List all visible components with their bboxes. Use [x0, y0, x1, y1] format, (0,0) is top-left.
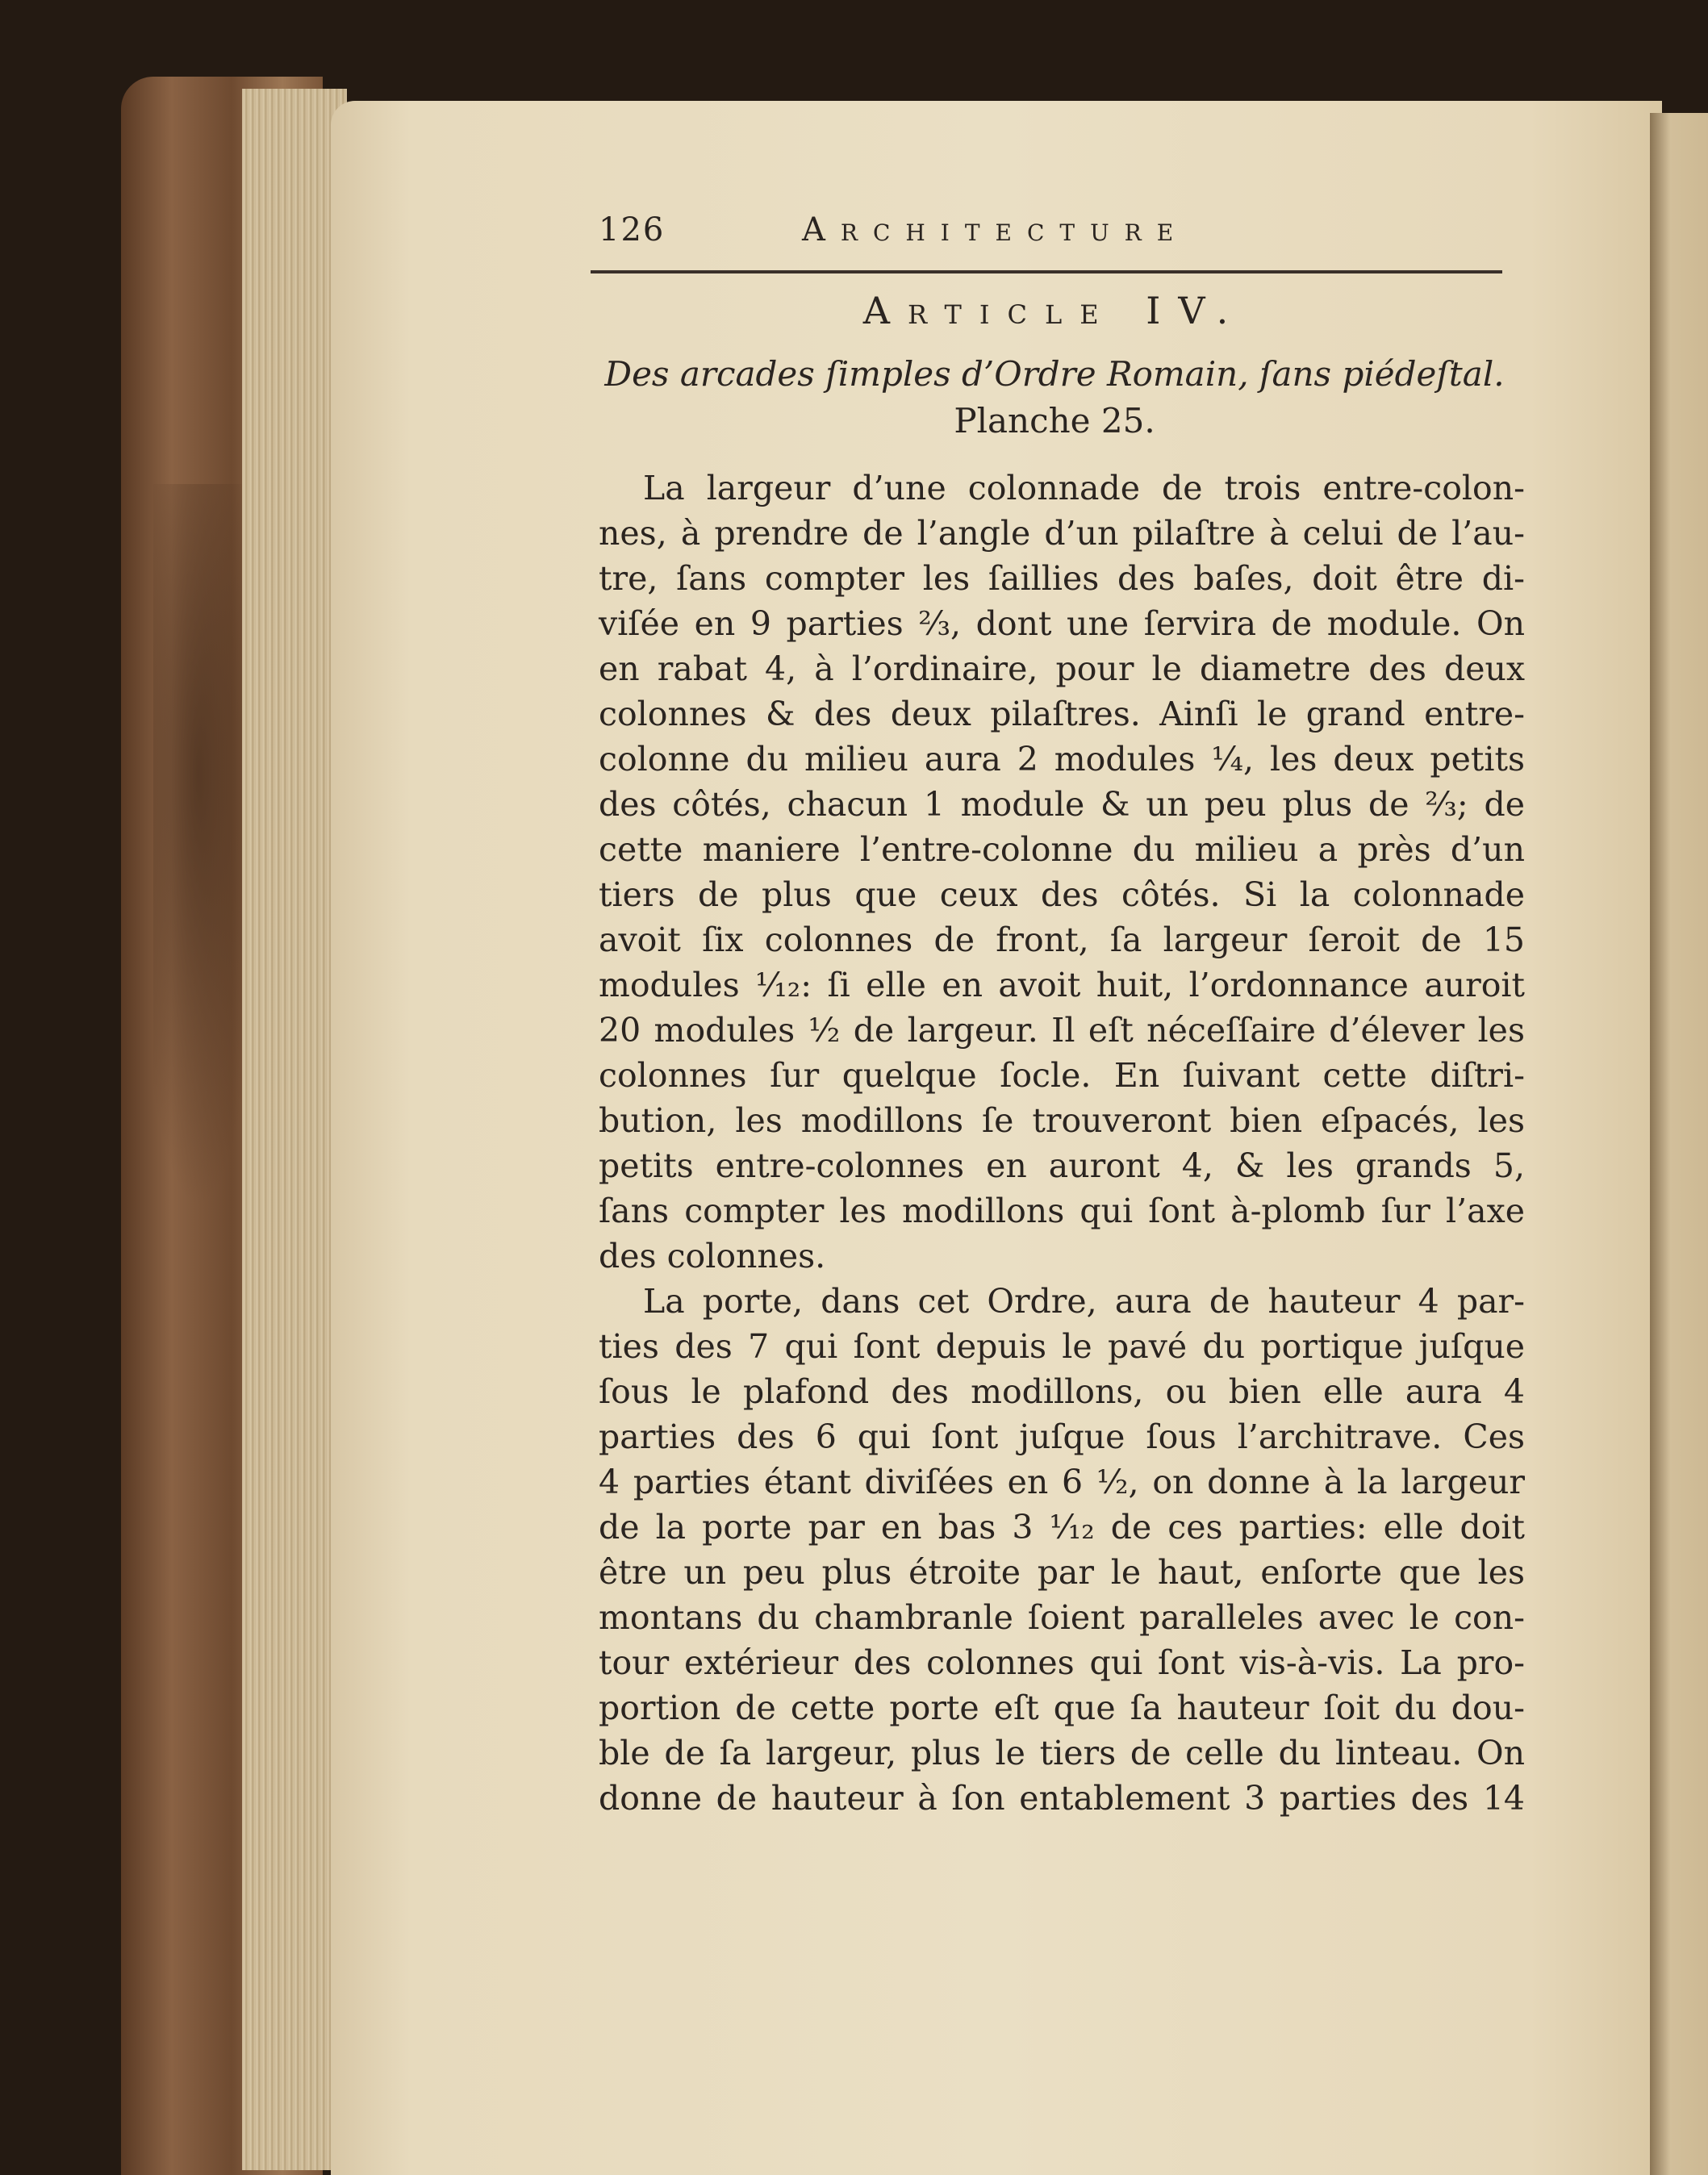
text-line: viſée en 9 parties ²⁄₃, dont une ſervira de module. On — [599, 604, 1525, 643]
text-line: petits entre-colonnes en auront 4, & les grands 5, — [599, 1146, 1525, 1185]
text-line: modules ¹⁄₁₂: ſi elle en avoit huit, l’ordonnance auroit — [599, 966, 1525, 1004]
text-line: des colonnes. — [599, 1237, 826, 1275]
text-line: La porte, dans cet Ordre, aura de hauteur 4 par- — [643, 1282, 1525, 1321]
text-line: en rabat 4, à l’ordinaire, pour le diametre des deux — [599, 649, 1525, 688]
text-line: montans du chambranle ſoient paralleles avec le con- — [599, 1598, 1525, 1637]
text-line: ſous le plafond des modillons, ou bien elle aura 4 — [599, 1372, 1525, 1411]
text-line: colonnes ſur quelque ſocle. En ſuivant cette diſtri- — [599, 1056, 1525, 1095]
text-line: tre, ſans compter les ſaillies des baſes, doit être di- — [599, 559, 1525, 598]
text-line: donne de hauteur à ſon entablement 3 parties des 14 — [599, 1779, 1525, 1818]
article-subtitle: Des arcades ſimples d’Ordre Romain, ſans piédeſtal. — [604, 354, 1505, 394]
text-line: nes, à prendre de l’angle d’un pilaſtre à celui de l’au- — [599, 514, 1525, 553]
text-line: cette maniere l’entre-colonne du milieu a près d’un — [599, 830, 1525, 869]
text-line: portion de cette porte eſt que ſa hauteur ſoit du dou- — [599, 1689, 1525, 1727]
plate-reference: Planche 25. — [954, 401, 1155, 440]
article-heading: Article IV. — [862, 289, 1247, 332]
text-line: colonnes & des deux pilaſtres. Ainſi le grand entre- — [599, 695, 1525, 733]
text-line: bution, les modillons ſe trouveront bien eſpacés, les — [599, 1101, 1525, 1140]
text-block — [599, 206, 1526, 1818]
text-line: 4 parties étant diviſées en 6 ¹⁄₂, on donne à la largeur — [599, 1463, 1525, 1501]
text-line: 20 modules ¹⁄₂ de largeur. Il eſt néceſſaire d’élever les — [599, 1011, 1525, 1050]
facing-page-edge — [1650, 113, 1708, 2175]
text-line: ſans compter les modillons qui ſont à-plomb ſur l’axe — [599, 1192, 1525, 1230]
running-header — [599, 206, 1526, 254]
running-title: Architecture — [802, 211, 1189, 248]
text-line: tour extérieur des colonnes qui ſont vis-à-vis. La pro- — [599, 1643, 1525, 1682]
text-line: de la porte par en bas 3 ¹⁄₁₂ de ces parties: elle doit — [599, 1508, 1525, 1547]
text-line: ties des 7 qui ſont depuis le pavé du portique juſque — [599, 1327, 1525, 1366]
text-line: avoit ſix colonnes de front, ſa largeur ſeroit de 15 — [599, 921, 1525, 959]
text-line: ble de ſa largeur, plus le tiers de celle du linteau. On — [599, 1734, 1525, 1772]
header-rule — [591, 270, 1502, 273]
text-line: tiers de plus que ceux des côtés. Si la colonnade — [599, 875, 1525, 914]
text-line: colonne du milieu aura 2 modules ¹⁄₄, les deux petits — [599, 740, 1525, 779]
page-number: 126 — [599, 211, 666, 248]
text-line: parties des 6 qui ſont juſque ſous l’architrave. Ces — [599, 1417, 1525, 1456]
text-line: des côtés, chacun 1 module & un peu plus de ²⁄₃; de — [599, 785, 1525, 824]
text-line: La largeur d’une colonnade de trois entre-colon- — [643, 469, 1525, 507]
text-line: être un peu plus étroite par le haut, enſorte que les — [599, 1553, 1525, 1592]
